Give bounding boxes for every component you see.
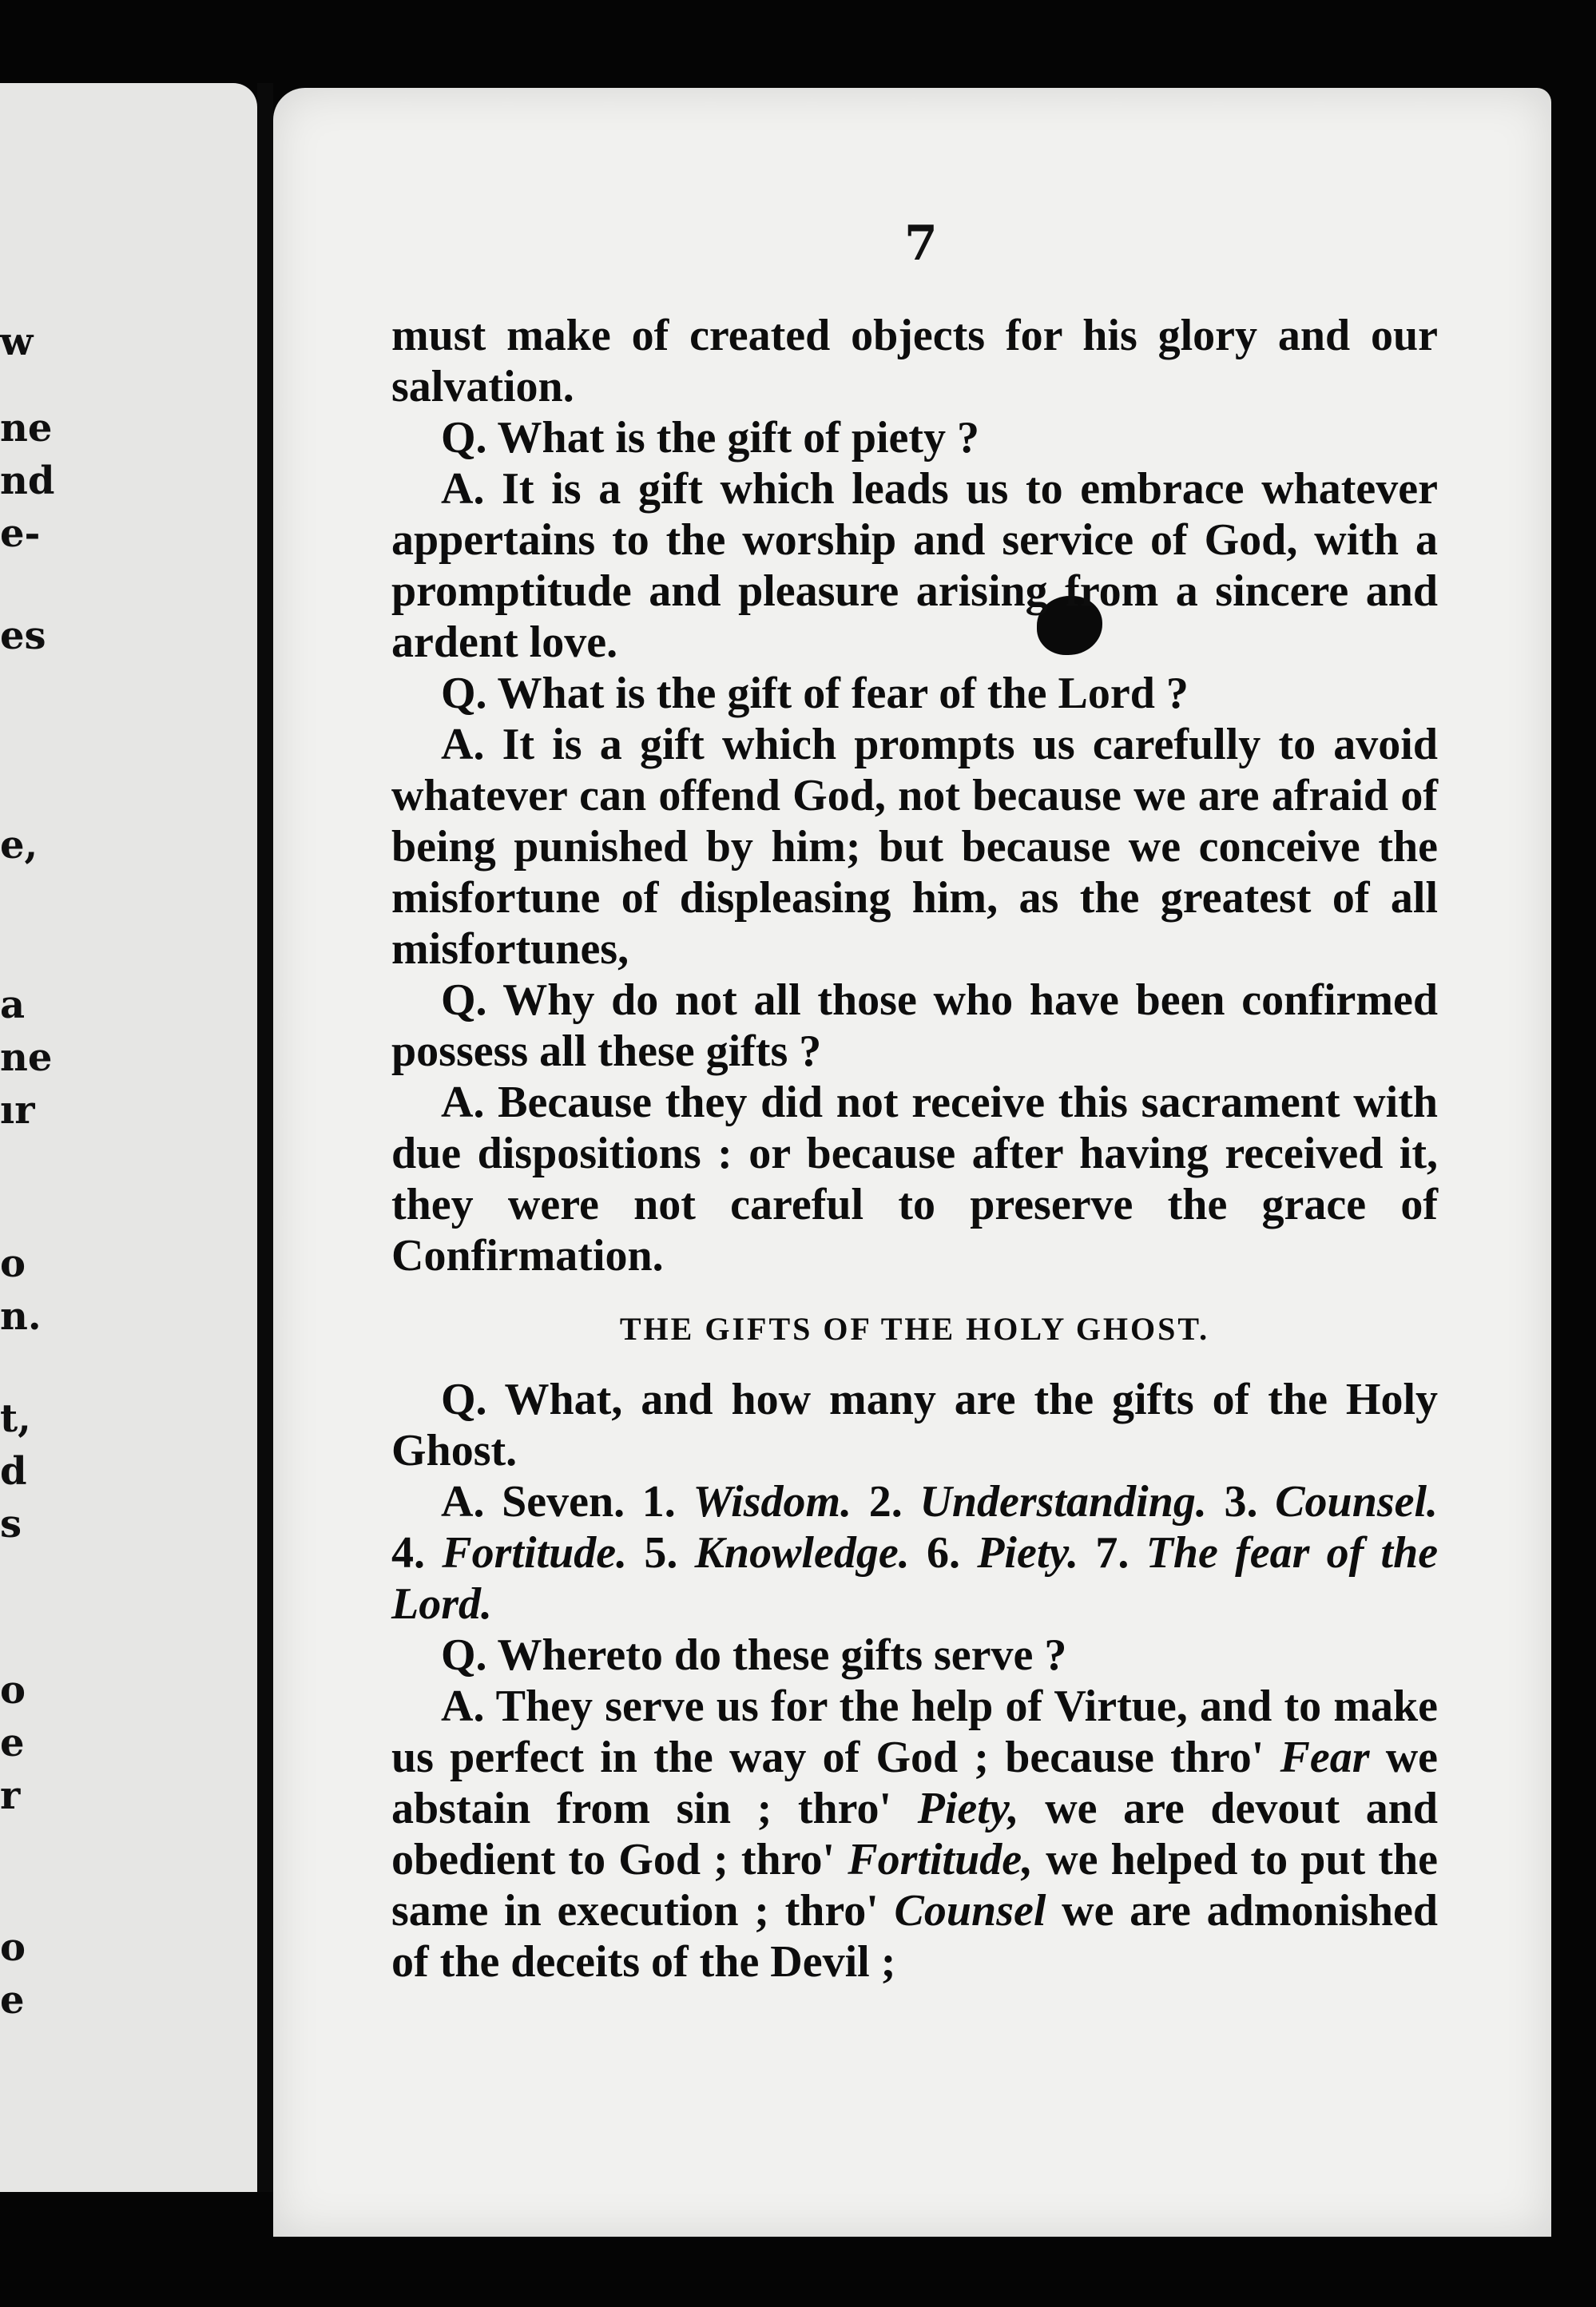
answer-paragraph: A. It is a gift which prompts us carefully to avoid whatever can offend God, not because we are afraid of being punished by him; but because we conceive the misfortune of displeasing him, as the greatest of all misfortunes, (391, 720, 1438, 974)
emphasis-word: Piety, (917, 1784, 1019, 1833)
previous-page-fragment (0, 83, 257, 2192)
gifts-answer-paragraph (391, 1476, 1438, 1630)
question-paragraph: Q. Why do not all those who have been confirmed possess all these gifts ? (391, 975, 1438, 1076)
emphasis-word: Fear (1280, 1733, 1370, 1782)
section-heading: THE GIFTS OF THE HOLY GHOST. (619, 1311, 1210, 1347)
page-body (391, 310, 1438, 1987)
question-paragraph: Q. Whereto do these gifts serve ? (441, 1630, 1067, 1680)
answer-text: we abstain from sin ; thro' (391, 1733, 1439, 1833)
fragment-text: n. (0, 1294, 42, 1339)
fragment-text: d (0, 1449, 27, 1494)
page-number: 7 (904, 216, 938, 272)
question-paragraph: Q. What is the gift of piety ? (441, 413, 980, 463)
fragment-text: t, (0, 1396, 31, 1441)
fragment-text: o (0, 1241, 26, 1286)
fragment-text: ne (0, 406, 53, 451)
fragment-text: ır (0, 1088, 35, 1133)
fragment-text: a (0, 983, 26, 1027)
gift-number: 4. (391, 1528, 425, 1578)
gift-number: 6. (926, 1528, 960, 1578)
fragment-text: s (0, 1502, 22, 1547)
answer-text: we are admonished of the deceits of the Devil ; (391, 1886, 1439, 1987)
gift-number: 3. (1224, 1477, 1258, 1527)
paragraph-continuation: must make of created objects for his glory and our salvation. (391, 311, 1438, 411)
book-gutter (257, 83, 273, 2192)
gift-number: 1. (641, 1477, 676, 1527)
gift-name: The fear of the Lord. (391, 1528, 1439, 1629)
fragment-text: e (0, 1721, 25, 1765)
serve-answer-paragraph (391, 1681, 1438, 1987)
gift-name: Fortitude. (442, 1528, 628, 1578)
gift-name: Understanding. (919, 1477, 1207, 1527)
fragment-text: o (0, 1668, 26, 1713)
answer-paragraph: A. Because they did not receive this sacrament with due dispositions : or because after having received it, they were not careful to preserve the grace of Confirmation. (391, 1078, 1438, 1281)
question-paragraph: Q. What, and how many are the gifts of the Holy Ghost. (391, 1375, 1438, 1475)
answer-text: we helped to put the same in execution ; thro' (391, 1835, 1439, 1936)
question-paragraph: Q. What is the gift of fear of the Lord ? (441, 669, 1189, 718)
fragment-text: w (0, 320, 34, 364)
fragment-text: nd (0, 459, 55, 503)
gift-name: Knowledge. (694, 1528, 910, 1578)
emphasis-word: Counsel (894, 1886, 1046, 1936)
fragment-text: es (0, 613, 46, 658)
fragment-text: e- (0, 511, 41, 556)
answer-text: A. They serve us for the help of Virtue, and to make us perfect in the way of God ; because thro' (391, 1682, 1438, 1782)
gift-number: 5. (644, 1528, 678, 1578)
gift-name: Wisdom. (693, 1477, 852, 1527)
answer-paragraph: A. It is a gift which leads us to embrace whatever appertains to the worship and service of God, with a promptitude and pleasure arising from a sincere and ardent love. (391, 464, 1438, 667)
gift-number: 7. (1095, 1528, 1130, 1578)
gift-number: 2. (868, 1477, 903, 1527)
gift-name: Piety. (977, 1528, 1079, 1578)
book-page (273, 88, 1551, 2237)
fragment-text: ne (0, 1035, 53, 1080)
emphasis-word: Fortitude, (848, 1835, 1034, 1884)
answer-lead: A. Seven. (441, 1477, 625, 1527)
gift-name: Counsel. (1275, 1477, 1439, 1527)
fragment-text: r (0, 1773, 21, 1818)
fragment-text: o (0, 1925, 26, 1970)
fragment-text: e (0, 1978, 25, 2023)
answer-text: we are devout and obedient to God ; thro' (391, 1784, 1439, 1884)
fragment-text: e, (0, 823, 38, 868)
